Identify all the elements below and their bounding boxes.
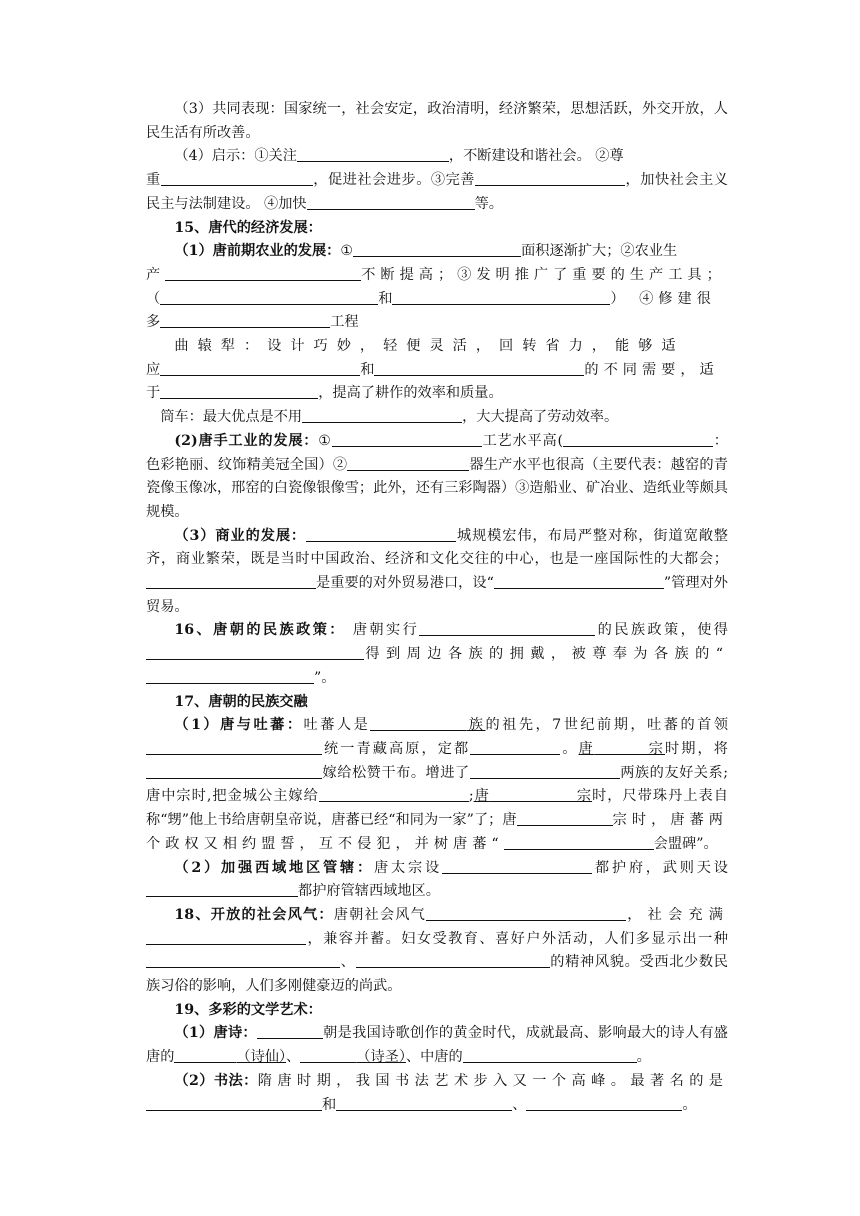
s17-tb-i: 嫁给松赞干布。增进了 — [322, 764, 470, 781]
s17-tb-b: 族 — [466, 717, 486, 734]
s17-tb-o: 宗时，唐蕃两个政权又相约盟誓，互不侵犯，并树唐蕃“ — [146, 812, 728, 852]
s19-poem-d: （诗圣） — [356, 1049, 406, 1066]
s17-xy-a: 唐太宗设 — [374, 859, 443, 876]
s15-comm-c: ”管理对外贸易。 — [146, 575, 728, 615]
s15-agri-f: 和 — [378, 290, 393, 307]
s19-poem-label: （1）唐诗： — [174, 1025, 257, 1042]
s17-tb-h: 时期，将 — [665, 740, 728, 757]
s15-tongche-a: 筒车：最大优点是不用 — [160, 409, 303, 426]
s15-tongche — [146, 406, 728, 430]
s19-poem-f: 。 — [636, 1049, 651, 1066]
s14-item4-text-e: ，加快社会主义民主与法制建设。 ④加快 — [146, 172, 728, 212]
blank-field[interactable] — [470, 738, 560, 755]
s14-item3-text: （3）共同表现：国家统一，社会安定，政治清明，经济繁荣，思想活跃，外交开放，人民生活有所改善。 — [146, 101, 728, 141]
s17-xiyu — [146, 857, 728, 904]
s15-hand-label: (2)唐手工业的发展： — [174, 432, 319, 449]
s15-comm-label: （3）商业的发展： — [174, 527, 307, 544]
s15-quyuan-f: ，提高了耕作的效率和质量。 — [318, 385, 503, 402]
blank-field[interactable] — [174, 1046, 236, 1063]
s18-e: 的精神风貌。受西北少数民族习俗的影响，人们多刚健豪迈的尚武。 — [146, 954, 728, 995]
s16-b: 的民族政策，使得 — [595, 622, 728, 639]
s15-quyuan-a: 曲辕犁：设计巧妙，轻便灵活，回转省力，能够适 — [174, 338, 685, 355]
blank-field[interactable] — [165, 264, 361, 281]
s14-item4-text-d: ，促进社会进步。③完善 — [312, 172, 476, 189]
blank-field[interactable] — [442, 857, 592, 874]
blank-field[interactable] — [332, 430, 482, 447]
s15-quyuan-c: 和 — [360, 361, 375, 378]
s15-heading: 15、唐代的经济发展： — [174, 219, 322, 236]
s15-handicraft — [146, 430, 728, 525]
blank-field[interactable] — [306, 525, 456, 542]
blank-field[interactable] — [370, 714, 466, 731]
s15-comm-b: 是重要的对外贸易港口，设“ — [316, 575, 494, 592]
s15-hand-c: ：色彩艳丽、纹饰精美冠全国）② — [146, 432, 728, 473]
s14-item4-text-c: 重 — [146, 172, 161, 189]
s19-poetry — [146, 1022, 728, 1069]
s15-quyuanli — [146, 335, 728, 406]
s18-heading: 18、开放的社会风气： — [174, 906, 334, 923]
s15-agri-a: ① — [340, 243, 354, 260]
blank-field[interactable] — [160, 382, 318, 399]
blank-field[interactable] — [160, 359, 360, 376]
blank-field[interactable] — [161, 169, 313, 186]
s17-tb-label: （1）唐与吐蕃： — [174, 717, 304, 734]
s17-xy-label: （2）加强西域地区管辖： — [174, 859, 375, 876]
s17-xy-b: 都护府，武则天设 — [592, 859, 728, 876]
s15-agri-h: 多 — [146, 314, 161, 331]
blank-field[interactable] — [356, 951, 550, 968]
blank-field[interactable] — [419, 619, 595, 636]
s15-agri-d: 不断提高；③发明推广了重要的生产工具； — [361, 266, 726, 283]
s15-agri-i: 工程 — [330, 314, 359, 331]
s16-a: 唐朝实行 — [352, 622, 420, 639]
s17-tb-d: 统一青藏高原，定都 — [322, 740, 471, 757]
blank-field[interactable] — [160, 311, 330, 328]
s15-agri-c: 产 — [146, 266, 166, 283]
blank-field[interactable] — [300, 1046, 356, 1063]
s15-quyuan-d: 的不同需要，适 — [584, 361, 719, 378]
s17-tb-f: 唐 — [578, 740, 595, 757]
s17-tb-j: 两族的友好关系;唐中宗时,把金城公主嫁给 — [146, 764, 728, 805]
s17-tb-m: 宗 — [575, 788, 593, 805]
blank-field[interactable] — [146, 667, 314, 684]
blank-field[interactable] — [470, 762, 620, 779]
s14-item3 — [146, 98, 728, 145]
s18-d: 、 — [340, 954, 356, 971]
blank-field[interactable] — [463, 1046, 637, 1063]
s17-tubo — [146, 714, 728, 856]
s17-tb-l: 唐 — [473, 788, 490, 805]
s19-cal-d: 。 — [682, 1096, 697, 1113]
blank-field[interactable] — [336, 1094, 512, 1111]
blank-field[interactable] — [392, 288, 610, 305]
blank-field[interactable] — [302, 406, 462, 423]
s15-quyuan-b: 应 — [146, 361, 161, 378]
s18-a: 唐朝社会风气 — [333, 906, 427, 923]
s19-cal-b: 和 — [322, 1096, 337, 1113]
s19-cal-a: 隋唐时期，我国书法艺术步入又一个高峰。最著名的是 — [257, 1072, 728, 1089]
s18-b: ，社会充满 — [626, 906, 728, 923]
s15-agri-b: 面积逐渐扩大；②农业生 — [521, 243, 678, 260]
blank-field[interactable] — [146, 643, 364, 660]
s14-item4-text-a: （4）启示：①关注 — [174, 148, 297, 165]
s19-cal-c: 、 — [512, 1096, 527, 1113]
s14-item4 — [146, 145, 728, 216]
s19-cal-label: （2）书法： — [174, 1072, 258, 1089]
s16-ethnic-policy — [146, 619, 728, 690]
s17-tb-a: 吐蕃人是 — [303, 717, 371, 734]
s17-tb-p: 会盟碑”。 — [653, 835, 718, 852]
s19-heading: 19、多彩的文学艺术： — [174, 1001, 322, 1018]
blank-field[interactable] — [353, 240, 521, 257]
s15-quyuan-e: 于 — [146, 385, 161, 402]
s19-poem-b: （诗仙） — [236, 1049, 287, 1066]
blank-field[interactable] — [257, 1022, 323, 1039]
s17-tb-e: 。 — [560, 740, 579, 757]
blank-field[interactable] — [374, 359, 584, 376]
s16-c: 得到周边各族的拥戴，被尊奉为各族的“ — [364, 646, 728, 663]
blank-field[interactable] — [146, 1094, 322, 1111]
blank-field[interactable] — [146, 951, 340, 968]
blank-field[interactable] — [490, 785, 576, 802]
blank-field[interactable] — [526, 1094, 682, 1111]
blank-field[interactable] — [146, 572, 316, 589]
blank-field[interactable] — [146, 880, 298, 897]
blank-field[interactable] — [426, 904, 626, 921]
blank-field[interactable] — [504, 833, 654, 850]
s18-c: ，兼容并蓄。妇女受教育、喜好户外活动，人们多显示出一种 — [306, 930, 728, 947]
blank-field[interactable] — [595, 738, 647, 755]
s15-agri-label: （1）唐前期农业的发展： — [174, 243, 341, 260]
blank-field[interactable] — [517, 809, 613, 826]
s15-hand-b: 工艺水平高( — [481, 432, 563, 449]
blank-field[interactable] — [160, 288, 378, 305]
s19-calligraphy — [146, 1070, 728, 1117]
blank-field[interactable] — [146, 928, 306, 945]
blank-field[interactable] — [146, 738, 322, 755]
s18-social — [146, 904, 728, 999]
blank-field[interactable] — [475, 169, 625, 186]
blank-field[interactable] — [563, 430, 713, 447]
blank-field[interactable] — [297, 145, 449, 162]
s19-poem-a: 朝是我国诗歌创作的黄金时代，成就最高、影响最大的诗人有盛唐的 — [146, 1025, 728, 1066]
s14-item4-text-b: ，不断建设和谐社会。 ②尊 — [448, 148, 624, 165]
s16-d: ”。 — [314, 669, 336, 686]
blank-field[interactable] — [347, 454, 469, 471]
blank-field[interactable] — [146, 762, 322, 779]
s15-comm-a: 城规模宏伟，布局严整对称，街道宽敞整齐，商业繁荣，既是当时中国政治、经济和文化交往的中心，也是一座国际性的大都会； — [146, 527, 728, 568]
s15-agriculture — [146, 240, 728, 335]
s17-heading: 17、唐朝的民族交融 — [174, 693, 308, 710]
blank-field[interactable] — [319, 785, 469, 802]
s17-tb-k: ; — [468, 788, 474, 805]
s17-tb-c: 的祖先，7世纪前期，吐蕃的首领 — [485, 717, 729, 734]
s15-hand-a: ① — [318, 432, 332, 449]
blank-field[interactable] — [307, 193, 475, 210]
s15-commerce — [146, 525, 728, 620]
s17-xy-c: 都护府管辖西域地区。 — [298, 883, 440, 900]
s17-tb-n: 时，尺带珠丹上表自称“甥”他上书给唐朝皇帝说，唐蕃已经“和同为一家”了；唐 — [146, 788, 728, 829]
s16-heading: 16、唐朝的民族政策： — [174, 622, 346, 639]
s19-poem-c: 、 — [286, 1049, 301, 1066]
s15-agri-g: ） ④修建很 — [610, 290, 716, 307]
s15-hand-d: 器生产水平也很高（主要代表：越窑的青瓷像玉像冰，邢窑的白瓷像银像雪；此外，还有三彩陶器）③造船业、矿冶业、造纸业等颇具规模。 — [146, 456, 728, 520]
worksheet-page — [146, 98, 728, 1117]
s14-item4-text-f: 等。 — [474, 195, 503, 212]
s15-agri-e: （ — [146, 290, 161, 307]
blank-field[interactable] — [494, 572, 664, 589]
s17-tb-g: 宗 — [646, 740, 666, 757]
s19-poem-e: 、中唐的 — [405, 1049, 463, 1066]
s15-tongche-b: ，大大提高了劳动效率。 — [462, 409, 619, 426]
